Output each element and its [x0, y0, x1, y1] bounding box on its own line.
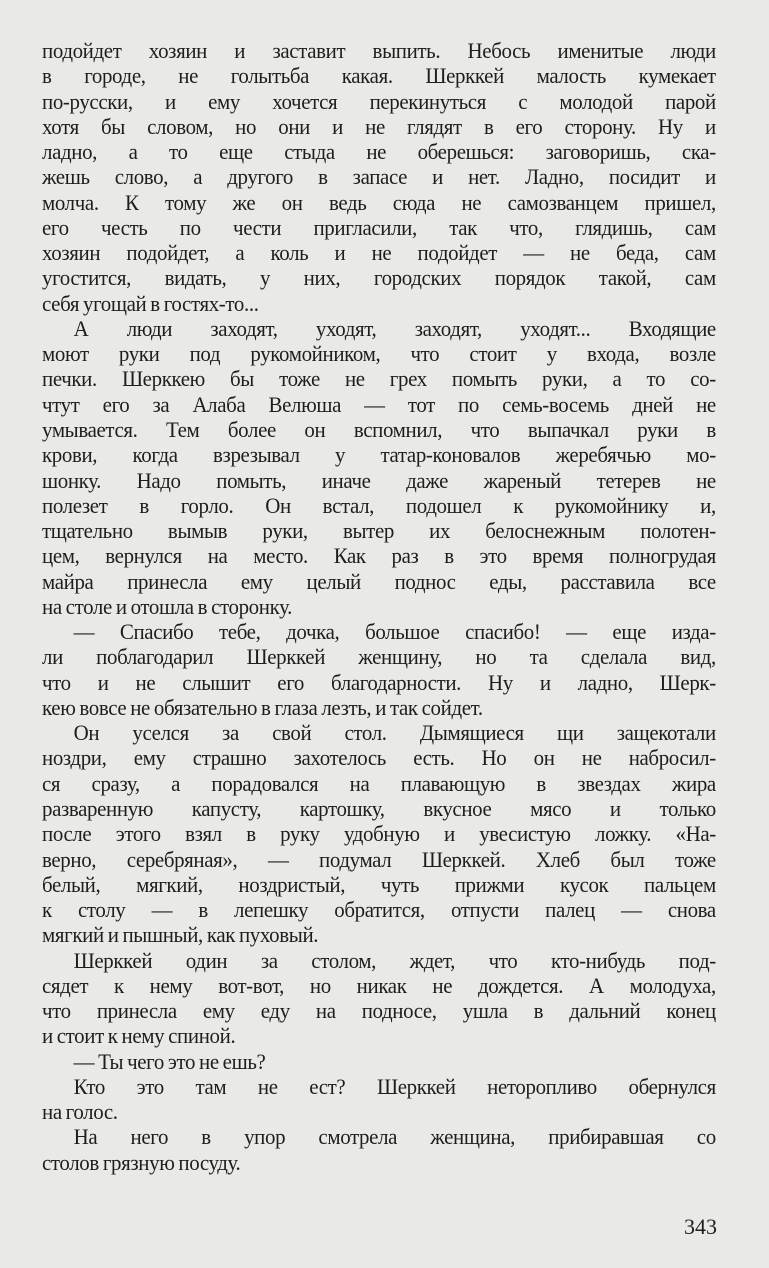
text-line: моют руки под рукомойником, что стоит у входа, возле: [42, 341, 716, 367]
text-line: крови, когда взрезывал у татар-коновалов жеребячью мо-: [42, 442, 716, 468]
text-line: печки. Шерккею бы тоже не грех помыть руки, а то со-: [42, 366, 716, 392]
text-line: — Спасибо тебе, дочка, большое спасибо! — еще изда-: [73, 619, 716, 645]
text-line: сядет к нему вот-вот, но никак не дождется. А молодуха,: [42, 972, 716, 998]
text-line: столов грязную посуду.: [42, 1149, 241, 1175]
text-line: угостится, видать, у них, городских порядок такой, сам: [42, 265, 716, 291]
text-line: тщательно вымыв руки, вытер их белоснежным полотен-: [42, 518, 716, 544]
text-line: на голос.: [42, 1099, 118, 1125]
text-line: его честь по чести пригласили, так что, глядишь, сам: [42, 214, 716, 240]
text-line: Кто это там не ест? Шерккей неторопливо обернулся: [73, 1073, 716, 1099]
text-line: жешь слово, а другого в запасе и нет. Ладно, посидит и: [42, 164, 716, 190]
text-line: Он уселся за свой стол. Дымящиеся щи защекотали: [73, 720, 716, 746]
text-line: ся сразу, а порадовался на плавающую в звездах жира: [42, 770, 716, 796]
text-line: чтут его за Алаба Велюша — тот по семь-восемь дней не: [42, 391, 716, 417]
text-line: А люди заходят, уходят, заходят, уходят... Входящие: [73, 315, 716, 341]
text-line: белый, мягкий, ноздристый, чуть прижми кусок пальцем: [42, 871, 716, 897]
text-line: ноздри, ему страшно захотелось есть. Но он не набросил-: [42, 745, 716, 771]
paragraph: [42, 38, 716, 316]
paragraph: [42, 1124, 716, 1175]
paragraph: [42, 316, 716, 619]
text-line: что и не слышит его благодарности. Ну и ладно, Шерк-: [42, 669, 716, 695]
text-line: что принесла ему еду на подносе, ушла в дальний конец: [42, 998, 716, 1024]
paragraph: [42, 948, 716, 1049]
text-line: Шерккей один за столом, ждет, что кто-нибудь под-: [73, 947, 716, 973]
text-line: хозяин подойдет, а коль и не подойдет — не беда, сам: [42, 240, 716, 266]
text-line: ладно, а то еще стыда не оберешься: заговоришь, ска-: [42, 139, 716, 165]
paragraph: [42, 619, 716, 720]
page-body-text: [42, 38, 716, 1175]
paragraph: [42, 720, 716, 947]
text-line: по-русски, и ему хочется перекинуться с молодой парой: [42, 88, 716, 114]
text-line: умывается. Тем более он вспомнил, что выпачкал руки в: [42, 416, 716, 442]
text-line: подойдет хозяин и заставит выпить. Небось именитые люди: [42, 38, 716, 63]
text-line: майра принесла ему целый поднос еды, расставила все: [42, 568, 716, 594]
text-line: мягкий и пышный, как пуховый.: [42, 922, 319, 948]
text-line: полезет в горло. Он встал, подошел к рукомойнику и,: [42, 492, 716, 518]
page-number: 343: [684, 1214, 717, 1239]
text-line: после этого взял в руку удобную и увесистую ложку. «На-: [42, 821, 716, 847]
text-line: молча. К тому же он ведь сюда не самозванцем пришел,: [42, 189, 716, 215]
text-line: в городе, не голытьба какая. Шерккей малость кумекает: [42, 63, 716, 89]
text-line: цем, вернулся на место. Как раз в это время полногрудая: [42, 543, 716, 569]
text-line: кею вовсе не обязательно в глаза лезть, и так сойдет.: [42, 694, 483, 720]
paragraph: [42, 1049, 716, 1074]
text-line: На него в упор смотрела женщина, прибиравшая со: [73, 1124, 716, 1150]
paragraph: [42, 1074, 716, 1125]
text-line: разваренную капусту, картошку, вкусное мясо и только: [42, 795, 716, 821]
text-line: и стоит к нему спиной.: [42, 1023, 236, 1049]
text-line: — Ты чего это не ешь?: [73, 1048, 266, 1074]
text-line: на столе и отошла в сторонку.: [42, 593, 292, 619]
text-line: хотя бы словом, но они и не глядят в его сторону. Ну и: [42, 113, 716, 139]
text-line: шонку. Надо помыть, иначе даже жареный тетерев не: [42, 467, 716, 493]
text-line: себя угощай в гостях-то...: [42, 290, 259, 316]
text-line: к столу — в лепешку обратится, отпусти палец — снова: [42, 897, 716, 923]
text-line: ли поблагодарил Шерккей женщину, но та сделала вид,: [42, 644, 716, 670]
text-line: верно, серебряная», — подумал Шерккей. Хлеб был тоже: [42, 846, 716, 872]
